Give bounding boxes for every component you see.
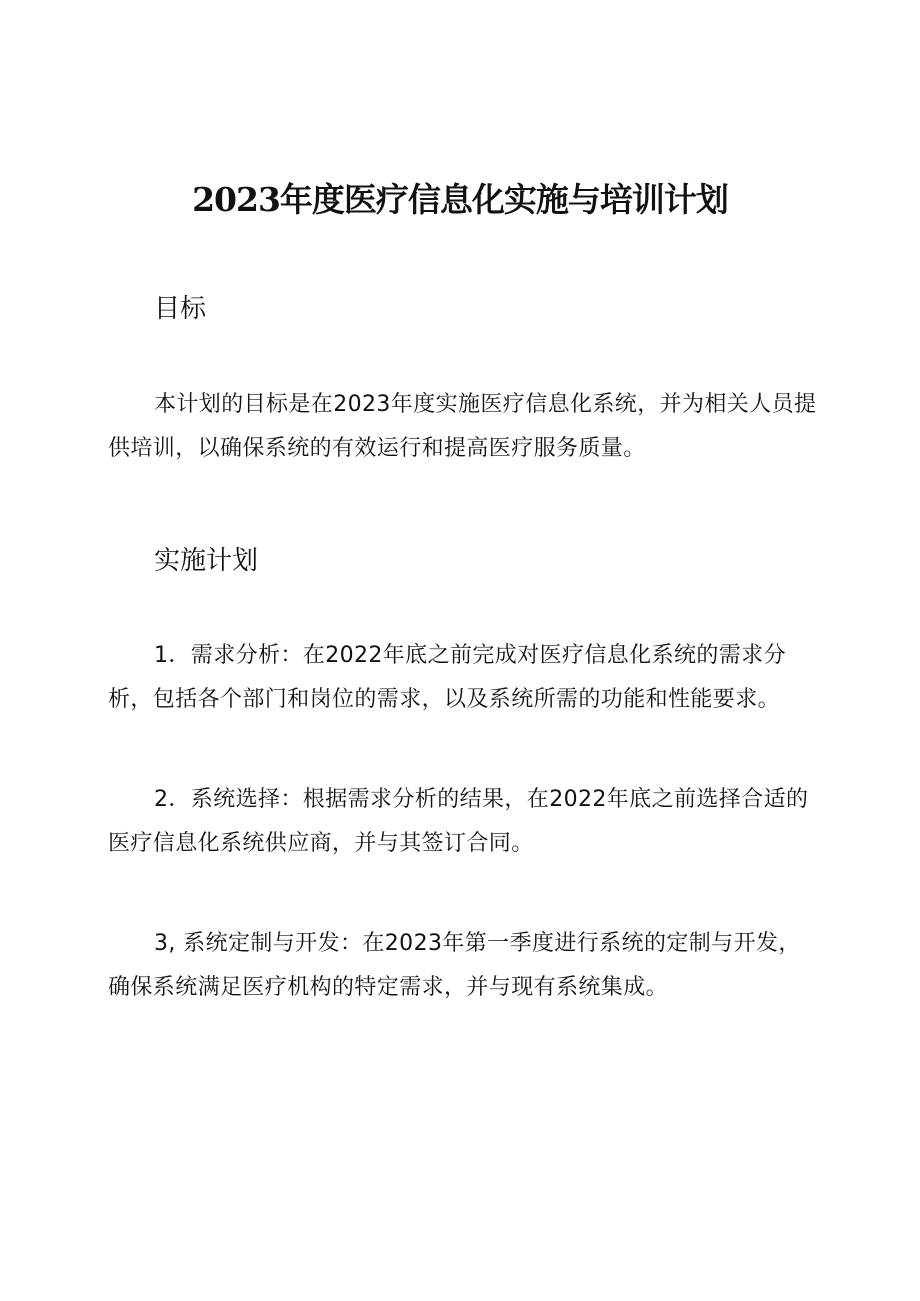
document-title: 2023年度医疗信息化实施与培训计划 [192, 180, 728, 219]
plan-item-requirements-analysis: 1．需求分析：在2022年底之前完成对医疗信息化系统的需求分析，包括各个部门和岗位的需求，以及系统所需的功能和性能要求。 [108, 643, 786, 712]
plan-item-system-selection: 2．系统选择：根据需求分析的结果，在2022年底之前选择合适的医疗信息化系统供应商，并与其签订合同。 [108, 787, 809, 856]
plan-item-customization-development: 3, 系统定制与开发：在2023年第一季度进行系统的定制与开发，确保系统满足医疗机构的特定需求，并与现有系统集成。 [108, 931, 801, 1000]
goal-paragraph: 本计划的目标是在2023年度实施医疗信息化系统，并为相关人员提供培训，以确保系统的有效运行和提高医疗服务质量。 [108, 392, 817, 461]
section-heading-goal: 目标 [154, 294, 207, 324]
section-heading-implementation-plan: 实施计划 [154, 546, 259, 576]
